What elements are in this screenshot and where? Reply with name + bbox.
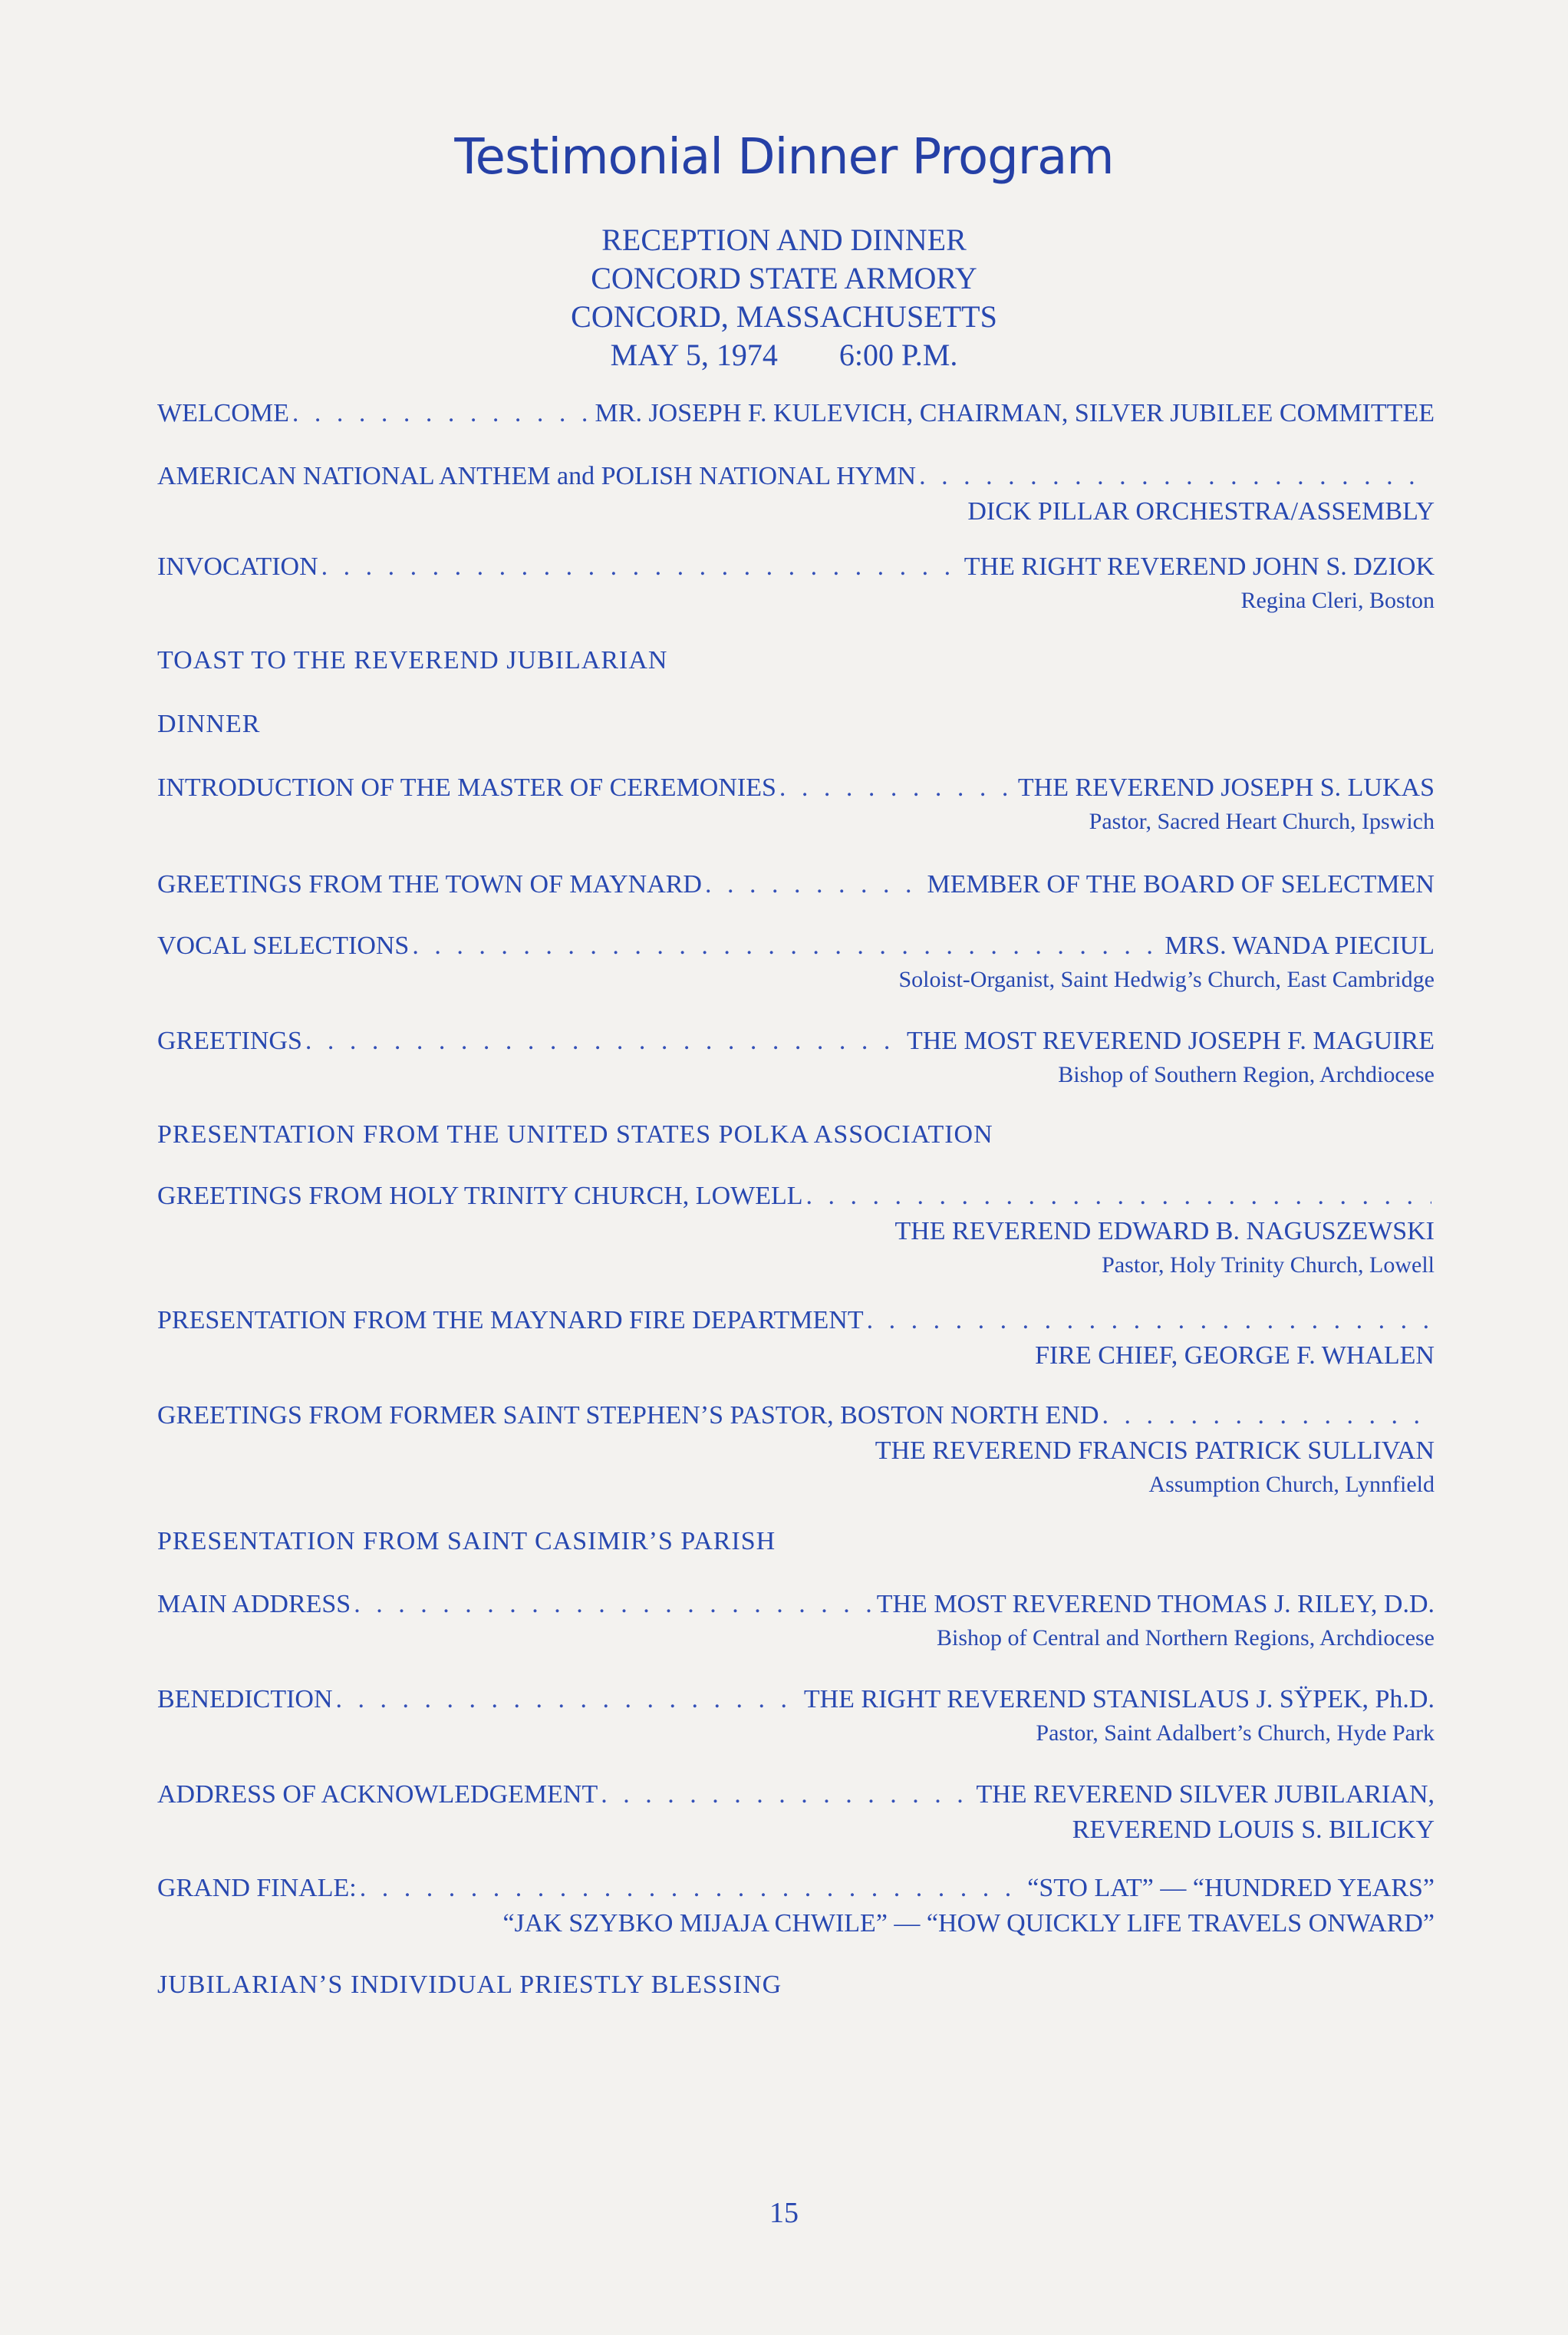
item-label: GRAND FINALE:: [157, 1874, 357, 1902]
leader-dots: [354, 1590, 874, 1619]
program-item-main-address: [157, 1590, 1435, 1657]
program-item-holy-trinity: [157, 1182, 1435, 1285]
leader-dots: [292, 399, 592, 428]
item-label: TOAST TO THE REVEREND JUBILARIAN: [157, 646, 668, 674]
page-number: 15: [769, 2197, 799, 2229]
program-item-finale: [157, 1874, 1435, 1944]
item-label: INTRODUCTION OF THE MASTER OF CEREMONIES: [157, 773, 776, 802]
leader-dots: [779, 773, 1015, 803]
leader-dots: [867, 1306, 1431, 1335]
program-item-toast: [157, 646, 1435, 681]
program-item-blessing: [157, 1971, 1435, 2006]
program-item-polka: [157, 1120, 1435, 1156]
item-label: VOCAL SELECTIONS: [157, 932, 410, 960]
item-label: GREETINGS FROM THE TOWN OF MAYNARD: [157, 870, 702, 899]
program-item-former-pastor: [157, 1401, 1435, 1504]
item-label: BENEDICTION: [157, 1685, 333, 1713]
program-item-acknowledgement: [157, 1780, 1435, 1851]
item-affiliation: Pastor, Sacred Heart Church, Ipswich: [1089, 809, 1435, 834]
program-item-introduction: [157, 773, 1435, 841]
venue-date-time: [0, 336, 1568, 374]
item-performer: THE REVEREND JOSEPH S. LUKAS: [1017, 773, 1435, 802]
item-label: ADDRESS OF ACKNOWLEDGEMENT: [157, 1780, 598, 1809]
page-title: Testimonial Dinner Program: [454, 129, 1114, 186]
leader-dots: [705, 870, 924, 899]
item-label: PRESENTATION FROM THE UNITED STATES POLKA ASSOCIATION: [157, 1120, 993, 1149]
item-performer: THE REVEREND SILVER JUBILARIAN,: [976, 1780, 1435, 1809]
item-performer: THE REVEREND EDWARD B. NAGUSZEWSKI: [894, 1217, 1435, 1245]
item-affiliation: Soloist-Organist, Saint Hedwig’s Church, East Cambridge: [898, 967, 1435, 992]
venue-line-1: RECEPTION AND DINNER: [601, 223, 967, 257]
item-performer: THE RIGHT REVEREND STANISLAUS J. SŸPEK, Ph.D.: [803, 1685, 1435, 1713]
item-affiliation: Regina Cleri, Boston: [1240, 588, 1435, 613]
leader-dots: [919, 462, 1431, 491]
event-time: 6:00 P.M.: [838, 338, 958, 372]
venue-line-2: CONCORD STATE ARMORY: [591, 261, 977, 295]
item-label: GREETINGS FROM FORMER SAINT STEPHEN’S PASTOR, BOSTON NORTH END: [157, 1401, 1099, 1430]
item-performer: FIRE CHIEF, GEORGE F. WHALEN: [1035, 1341, 1435, 1370]
item-label: PRESENTATION FROM SAINT CASIMIR’S PARISH: [157, 1527, 776, 1555]
leader-dots: [321, 552, 961, 582]
item-label: DINNER: [157, 710, 261, 738]
leader-dots: [360, 1874, 1025, 1903]
program-item-invocation: [157, 552, 1435, 620]
program-item-welcome: [157, 399, 1435, 434]
item-performer: MRS. WANDA PIECIUL: [1164, 932, 1435, 960]
item-label: MAIN ADDRESS: [157, 1590, 351, 1618]
program-item-greetings: [157, 1027, 1435, 1094]
leader-dots: [806, 1182, 1431, 1211]
item-performer: THE MOST REVEREND JOSEPH F. MAGUIRE: [906, 1027, 1435, 1055]
leader-dots: [336, 1685, 801, 1714]
item-affiliation: Assumption Church, Lynnfield: [1148, 1472, 1435, 1497]
item-label: AMERICAN NATIONAL ANTHEM and POLISH NATIONAL HYMN: [157, 462, 917, 490]
program-item-anthem: [157, 462, 1435, 533]
leader-dots: [412, 932, 1161, 961]
item-label: INVOCATION: [157, 552, 318, 581]
venue-line-3: CONCORD, MASSACHUSETTS: [571, 299, 997, 334]
item-performer-name: REVEREND LOUIS S. BILICKY: [1072, 1816, 1435, 1844]
item-affiliation: Bishop of Central and Northern Regions, Archdiocese: [936, 1625, 1435, 1651]
item-label: WELCOME: [157, 399, 289, 427]
leader-dots: [601, 1780, 973, 1809]
item-performer: THE REVEREND FRANCIS PATRICK SULLIVAN: [875, 1436, 1435, 1465]
item-label: PRESENTATION FROM THE MAYNARD FIRE DEPARTMENT: [157, 1306, 864, 1334]
leader-dots: [1102, 1401, 1431, 1430]
item-affiliation: Pastor, Saint Adalbert’s Church, Hyde Park: [1036, 1720, 1435, 1746]
item-label: GREETINGS FROM HOLY TRINITY CHURCH, LOWELL: [157, 1182, 803, 1210]
venue-block: [0, 221, 1568, 374]
item-label: GREETINGS: [157, 1027, 302, 1055]
item-performer: DICK PILLAR ORCHESTRA/ASSEMBLY: [967, 497, 1435, 526]
event-date: MAY 5, 1974: [610, 338, 778, 372]
item-song-translation: “JAK SZYBKO MIJAJA CHWILE” — “HOW QUICKLY LIFE TRAVELS ONWARD”: [502, 1909, 1435, 1938]
leader-dots: [305, 1027, 904, 1056]
item-performer: THE RIGHT REVEREND JOHN S. DZIOK: [964, 552, 1435, 581]
item-performer: THE MOST REVEREND THOMAS J. RILEY, D.D.: [876, 1590, 1435, 1618]
item-label: JUBILARIAN’S INDIVIDUAL PRIESTLY BLESSING: [157, 1971, 782, 1999]
program-item-greetings-maynard: [157, 870, 1435, 905]
item-song: “STO LAT” — “HUNDRED YEARS”: [1027, 1874, 1435, 1902]
program-item-dinner: [157, 710, 1435, 745]
item-affiliation: Pastor, Holy Trinity Church, Lowell: [1102, 1252, 1435, 1278]
program-item-casimir: [157, 1527, 1435, 1562]
item-affiliation: Bishop of Southern Region, Archdiocese: [1058, 1062, 1435, 1087]
program-item-benediction: [157, 1685, 1435, 1753]
item-performer: MEMBER OF THE BOARD OF SELECTMEN: [927, 870, 1435, 899]
program-item-fire-department: [157, 1306, 1435, 1377]
item-performer: MR. JOSEPH F. KULEVICH, CHAIRMAN, SILVER JUBILEE COMMITTEE: [595, 399, 1435, 427]
program-item-vocal: [157, 932, 1435, 999]
